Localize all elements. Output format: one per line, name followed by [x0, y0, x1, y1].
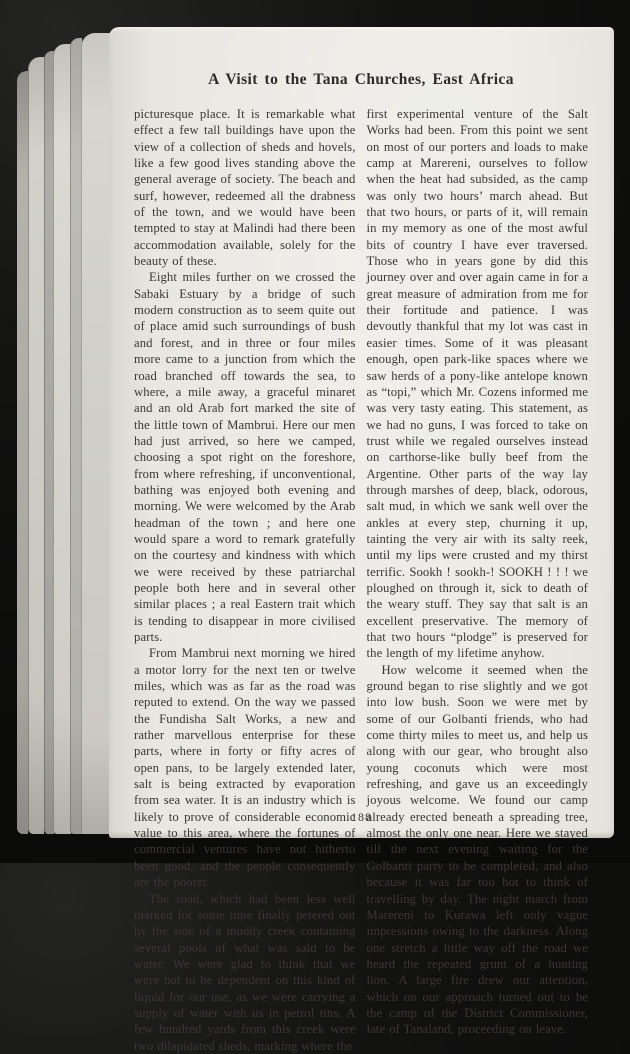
paragraph: first experimental venture of the Salt Works had been. From this point we sent on most of our porters and loads to make camp at Marereni, ourselves to follow when the heat had subsided, as the camp was only two hours’ march ahead. But that two hours, or parts of it, will remain in my memory as one of the most awful bits of country I have ever traversed. Those who in years gone by did this journey over and over again came in for a great measure of admiration from me for their fortitude and patience. I was devoutly thankful that my lot was cast in easier times. Some of it was pleasant enough, open park-like spaces where we saw herds of a pony-like antelope known as “topi,” which Mr. Cozens informed me was very tasty eating. This statement, as we had no guns, I was forced to take on trust while we regaled ourselves instead on carthorse-like bully beef from the Argentine. Other parts of the way lay through marshes of deep, black, odorous, salt mud, in which we sank well over the ankles at every step, churning it up, tainting the very air with its salty reek, until my lips were crusted and my thirst terrific. Sookh ! sookh-! SOOKH ! ! ! we ploughed on through it, sick to death of the weary stuff. They say that salt is an excellent preservative. The memory of that two hours “plodge” is preserved for the length of my lifetime anyhow. [366, 107, 588, 661]
paragraph: How welcome it seemed when the ground began to rise slightly and we got into low bush. Soon we were met by some of our Golbanti friends, who had come thirty miles to meet us, and help us along with our gear, who brought also young coconuts which were most refreshing, and gave us an exceedingly joyous welcome. We found our camp already erected beneath a spreading tree, almost the only one near. Here we stayed till the next evening waiting for the Golbanti party to be completed, and also because it was far too hot to think of travelling by day. The night march from Marereni to Kurawa left only vague impressions owing to the darkness. Along one stretch a little way off the road we heard the repeated grunt of a hunting lion. A large fire drew our attention, which on our approach turned out to be the camp of the District Commissioner, late of Tanaland, proceeding on leave. [366, 662, 588, 1037]
right-column [367, 106, 589, 1054]
page-edge [53, 44, 71, 834]
page-face [109, 27, 614, 1053]
page-number: 188 [351, 810, 372, 824]
paragraph: picturesque place. It is remarkable what effect a few tall buildings have upon the view of a collection of sheds and hovels, like a few good lives standing above the general average of society. The beach and surf, however, redeemed all the drabness of the town, and we would have been tempted to stay at Malindi had there been accommodation available, solely for the beauty of these. [134, 107, 356, 269]
left-column [134, 106, 356, 1054]
page-stack-edges [17, 27, 109, 838]
book-page-photo [17, 27, 614, 1053]
page-title: A Visit to the Tana Churches, East Africa [208, 71, 514, 88]
paragraph: From Mambrui next morning we hired a motor lorry for the next ten or twelve miles, which was as far as the road was reputed to extend. On the way we passed the Fundisha Salt Works, a new and rather marvellous enterprise for these parts, where in forty or fifty acres of open pans, to be largely extended later, salt is being extracted by evaporation from sea water. It is an industry which is likely to prove of considerable economic value to this area, where the fortunes of commercial ventures have not hitherto been good, and the people consequently are the poorer. [134, 646, 356, 890]
text-block [109, 27, 614, 1054]
two-column-text [134, 106, 588, 1054]
page-edge [28, 57, 44, 834]
paragraph: Eight miles further on we crossed the Sabaki Estuary by a bridge of such modern construction as to seem quite out of place amid such surroundings of bush and forest, and in three or four miles more came to a junction from which the road branched off towards the sea, to where, a mile away, a graceful minaret and an old Arab fort marked the site of the little town of Mambrui. Here our men had just arrived, so here we camped, choosing a spot right on the foreshore, from where refreshing, if unconventional, bathing was enjoyed both evening and morning. We were welcomed by the Arab headman of the town ; and here one would spare a word to remark gratefully on the courtesy and kindness with which we were received by these patriarchal people both here and in several other similar places ; a real Eastern trait which is tending to disappear in more civilised parts. [134, 270, 356, 644]
page-edge [81, 33, 110, 834]
page-edge [17, 71, 28, 834]
paragraph: The road, which had been less well marked for some time finally petered out by the side of a muddy creek containing several pools of what was said to be water. We were glad to think that we were not to be dependent on this kind of liquid for our use, as we were carrying a supply of water with us in petrol tins. A few hundred yards from this creek were two dilapidated sheds, marking where the [134, 891, 356, 1053]
